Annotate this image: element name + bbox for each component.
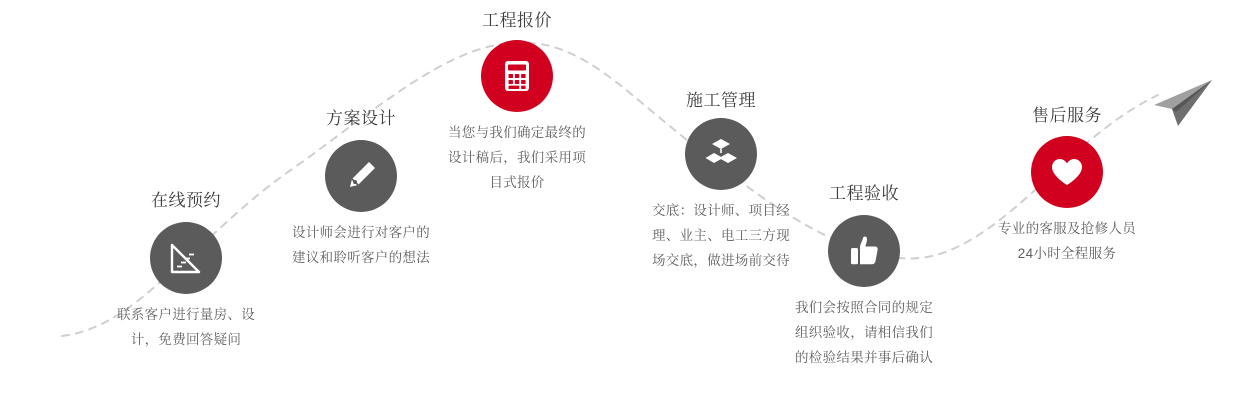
step-title: 售后服务 [1032, 106, 1102, 125]
process-step-3 [442, 10, 592, 195]
step-icon-circle [828, 215, 900, 287]
heart-icon [1047, 152, 1087, 192]
step-title: 在线预约 [151, 191, 221, 210]
thumbs-up-icon [844, 231, 884, 271]
step-description: 交底：设计师、项目经理、业主、电工三方现场交底，做进场前交待 [652, 203, 790, 268]
process-step-6 [992, 105, 1142, 266]
step-title: 施工管理 [686, 91, 756, 110]
step-title: 工程报价 [482, 11, 552, 30]
step-icon-circle [481, 40, 553, 112]
ruler-icon [166, 238, 206, 278]
boxes-icon [701, 134, 741, 174]
process-step-5 [789, 183, 939, 370]
step-description: 设计师会进行对客户的建议和聆听客户的想法 [292, 225, 430, 265]
step-icon-circle [325, 140, 397, 212]
step-title: 方案设计 [326, 109, 396, 128]
step-icon-circle [685, 118, 757, 190]
pen-nib-icon [341, 156, 381, 196]
step-icon-circle [1031, 136, 1103, 208]
process-step-2 [286, 108, 436, 270]
calculator-icon [497, 56, 537, 96]
step-icon-circle [150, 222, 222, 294]
process-step-4 [646, 90, 796, 273]
step-title: 工程验收 [829, 184, 899, 203]
step-description: 我们会按照合同的规定组织验收，请相信我们的检验结果并事后确认 [795, 300, 933, 365]
process-step-1 [111, 190, 261, 352]
step-description: 专业的客服及抢修人员24小时全程服务 [998, 221, 1136, 261]
paper-plane-icon [1148, 78, 1214, 135]
step-description: 当您与我们确定最终的设计稿后，我们采用项目式报价 [448, 125, 586, 190]
step-description: 联系客户进行量房、设计，免费回答疑问 [117, 307, 255, 347]
